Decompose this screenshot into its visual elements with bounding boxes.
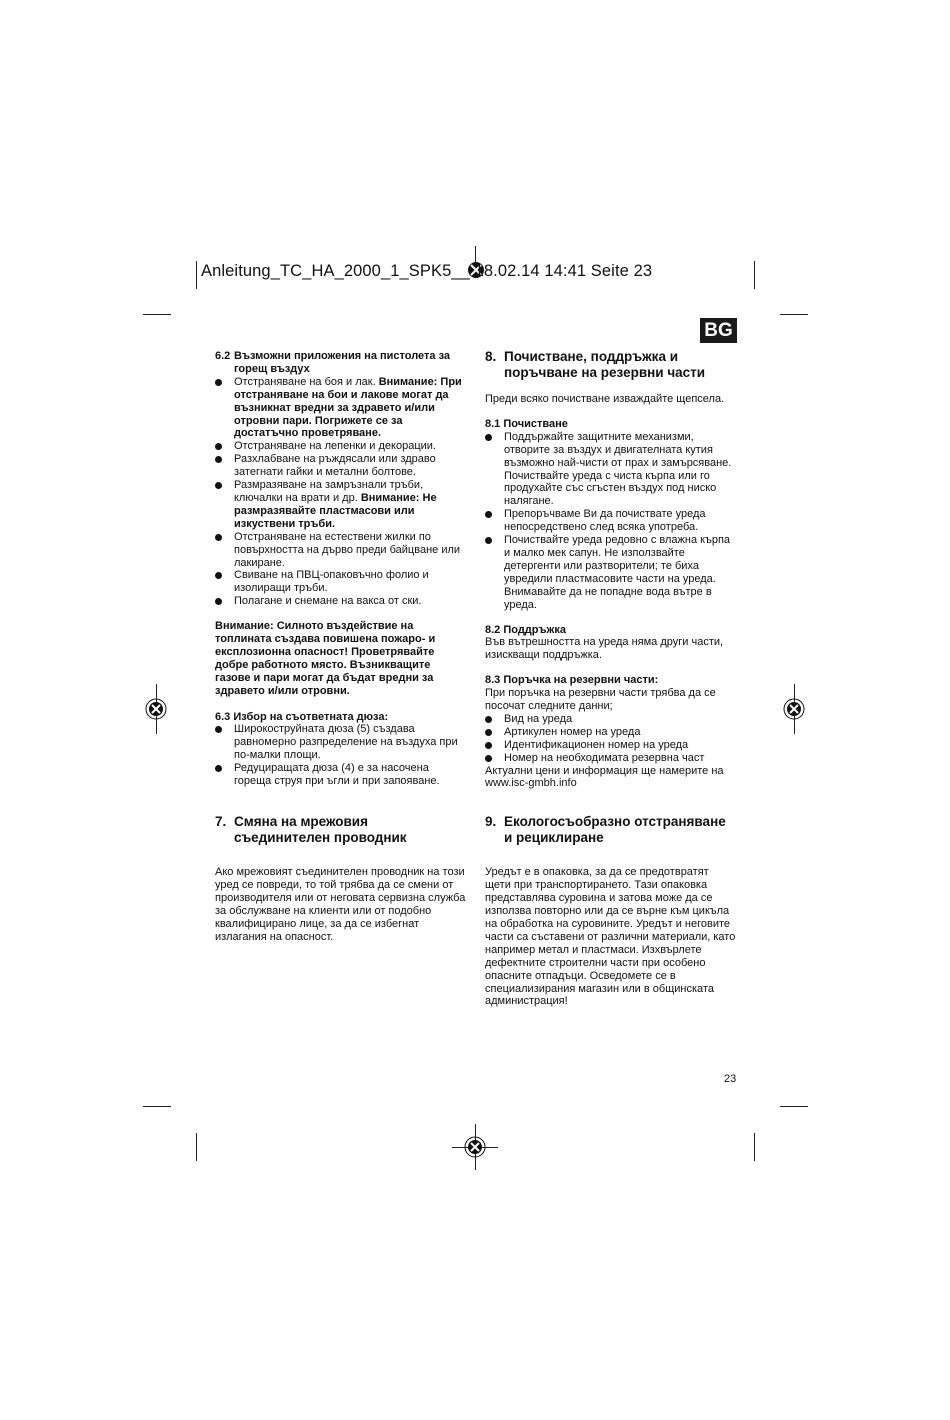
registration-mark-icon: [783, 698, 805, 720]
bullet-icon: [215, 598, 222, 605]
section-8-3-outro: Актуални цени и информация ще намерите на www.isc-gmbh.info: [485, 764, 724, 790]
bullet-icon: [485, 434, 492, 441]
right-column: [485, 349, 737, 1008]
section-number: 9.: [485, 814, 497, 830]
list-item: Препоръчваме Ви да почиствате уреда непосредствено след всяка употреба.: [485, 508, 737, 534]
crop-mark: [754, 261, 755, 289]
section-title: Възможни приложения на пистолета за горещ въздух: [234, 350, 451, 375]
section-9-text: Уредът е в опаковка, за да се предотвратят щети при транспортирането. Тази опаковка представлява суровина и затова може да се използва повторно или да се върне към цикъла на обработка на суровините. Уредът и неговите части са съставени от различни материали, като например метал и пластмаси. Изхвърлете дефектните строителни части при особено опасните отпадъци. Осведомете се в специализирания магазин или в общинската администрация!: [485, 866, 736, 1008]
bullet-icon: [215, 572, 222, 579]
section-number: 7.: [215, 814, 227, 829]
applications-list: [215, 376, 467, 608]
section-7-text: Ако мрежовият съединителен проводник на този уред се повреди, то той трябва да се смени от производителя или от неговата сервизна служба за обслужване на клиенти или от подобно квалифицирано лице, за да се избегнат излагания на опасност.: [215, 866, 466, 943]
list-item: Полагане и снемане на вакса от ски.: [215, 595, 467, 608]
list-item: Размразяване на замръзнали тръби, ключалки на врати и др. Внимание: Не размразявайте пластмасови или изкуствени тръби.: [215, 479, 467, 531]
section-8-3-intro: При поръчка на резервни части трябва да се посочат следните данни;: [485, 687, 716, 713]
safety-warning: Внимание: Силното въздействие на топлината създава повишена пожаро- и експлозионна опасност! Проветрявайте добре работното място. Възникващите газове и пари могат да бъдат вредни за здравето и/или отровни.: [215, 620, 436, 697]
list-item: Отстраняване на естествени жилки по повърхността на дърво преди байцване или лакиране.: [215, 531, 467, 570]
list-item: Редуциращата дюза (4) е за насочена гореща струя при ъгли и при запояване.: [215, 762, 467, 788]
section-8-1-heading: 8.1 Почистване: [485, 417, 568, 430]
spare-parts-list: [485, 713, 737, 765]
section-6-3-heading: 6.3 Избор на съответната дюза:: [215, 710, 389, 723]
crop-mark: [143, 1106, 171, 1107]
list-item: Идентификационен номер на уреда: [485, 739, 737, 752]
bullet-icon: [485, 755, 492, 762]
crop-mark: [196, 261, 197, 289]
bullet-icon: [485, 716, 492, 723]
crop-mark: [143, 314, 171, 315]
list-item: Поддържайте защитните механизми, отворите за въздух и двигателната кутия възможно най-чисти от прах и замърсяване. Почиствайте уреда с чиста кърпа или го продухайте със сгъстен въздух под ниско налягане.: [485, 431, 737, 508]
section-6-2-heading: [215, 350, 467, 376]
bullet-icon: [215, 534, 222, 541]
bullet-icon: [485, 729, 492, 736]
section-8-intro: Преди всяко почистване изваждайте щепсела.: [485, 393, 725, 405]
list-item: Номер на необходимата резервна част: [485, 752, 737, 765]
bullet-icon: [215, 379, 222, 386]
bullet-icon: [215, 443, 222, 450]
section-title: Почистване, поддръжка и поръчване на резервни части: [504, 349, 706, 380]
section-8-2-text: Във вътрешността на уреда няма други части, изискващи поддръжка.: [485, 636, 724, 662]
list-item: Свиване на ПВЦ-опаковъчно фолио и изолиращи тръби.: [215, 569, 467, 595]
list-item: Отстраняване на боя и лак. Внимание: При отстраняване на бои и лакове могат да възникнат вредни за здравето и/или отровни пари. Погрижете се за достатъчно проветряване.: [215, 376, 467, 441]
section-number: 6.2: [215, 350, 231, 362]
crop-mark: [780, 314, 808, 315]
registration-mark-icon: [464, 1136, 486, 1158]
bullet-icon: [215, 726, 222, 733]
list-item: Отстраняване на лепенки и декорации.: [215, 440, 467, 453]
list-item: Вид на уреда: [485, 713, 737, 726]
crop-mark: [780, 1106, 808, 1107]
crop-mark: [196, 1133, 197, 1161]
print-slug: Anleitung_TC_HA_2000_1_SPK5__ 18.02.14 14:41 Seite 23: [201, 262, 653, 280]
bullet-icon: [485, 511, 492, 518]
page-number: 23: [724, 1073, 737, 1085]
list-item: Широкоструйната дюза (5) създава равномерно разпределение на въздуха при по-малки площи.: [215, 723, 467, 762]
section-number: 8.: [485, 349, 497, 364]
registration-mark-icon: [145, 698, 167, 720]
list-item: Почиствайте уреда редовно с влажна кърпа и малко мек сапун. Не използвайте детергенти или разтворители; те биха увредили пластмасовите части на уреда. Внимавайте да не попадне вода вътре в уреда.: [485, 534, 737, 611]
left-column: [215, 350, 467, 943]
bullet-icon: [215, 765, 222, 772]
list-item: Разхлабване на ръждясали или здраво затегнати гайки и метални болтове.: [215, 453, 467, 479]
crop-mark: [754, 1133, 755, 1161]
cleaning-list: [485, 431, 737, 612]
bullet-icon: [485, 742, 492, 749]
section-8-3-heading: 8.3 Поръчка на резервни части:: [485, 674, 659, 687]
bullet-icon: [485, 537, 492, 544]
section-8-2-heading: 8.2 Поддръжка: [485, 623, 566, 636]
bullet-icon: [215, 456, 222, 463]
section-7-heading: [215, 814, 467, 846]
list-item: Артикулен номер на уреда: [485, 726, 737, 739]
language-badge: BG: [700, 318, 737, 343]
section-title: Екологосъобразно отстраняване и рециклиране: [504, 814, 726, 846]
section-9-heading: [485, 814, 737, 846]
section-8-heading: [485, 349, 737, 381]
bullet-icon: [215, 482, 222, 489]
section-title: Смяна на мрежовия съединителен проводник: [234, 814, 407, 845]
nozzle-list: [215, 723, 467, 788]
